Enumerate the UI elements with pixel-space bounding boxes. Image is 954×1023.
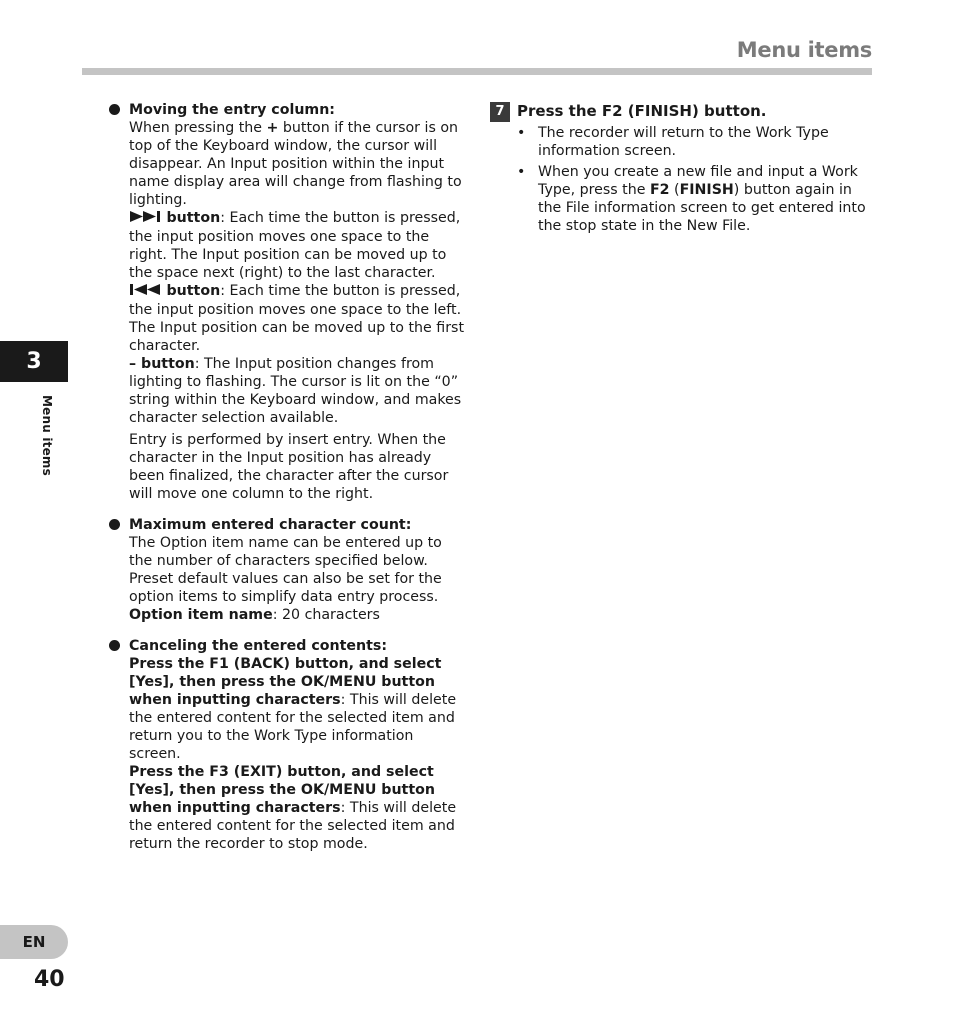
bullet-icon — [109, 519, 120, 530]
section-heading: Maximum entered character count: — [129, 517, 412, 533]
bullet-icon: • — [517, 164, 526, 180]
skip-forward-icon — [129, 210, 162, 228]
step-number-badge: 7 — [490, 102, 510, 122]
page-number: 40 — [34, 967, 65, 992]
left-column — [108, 101, 468, 853]
page-header-title: Menu items — [736, 38, 872, 62]
bullet-icon — [109, 640, 120, 651]
cancel-back-instruction: Press the F1 (BACK) button, and select [Yes], then press the OK/MENU button when inputting characters: This will delete the entered content for the selected item and return you to the Work Type information screen. — [129, 656, 457, 762]
right-column — [490, 101, 875, 235]
section-moving-entry-column — [108, 101, 468, 503]
list-item: • When you create a new file and input a Work Type, press the F2 (FINISH) button again in the File information screen to get entered into the stop state in the New File. — [517, 164, 866, 234]
header-rule — [82, 68, 872, 75]
bullet-icon — [109, 104, 120, 115]
step-7-heading: 7 Press the F2 (FINISH) button. — [490, 101, 875, 121]
minus-button-description: – button: The Input position changes from lighting to flashing. The cursor is lit on the “0” string within the Keyboard window, and makes character selection available. — [129, 356, 462, 426]
bullet-icon: • — [517, 125, 526, 141]
chapter-tab: 3 — [0, 341, 68, 382]
section-max-character-count — [108, 516, 468, 624]
section-heading: Canceling the entered contents: — [129, 638, 387, 654]
skip-forward-description: button: Each time the button is pressed, the input position moves one space to the right. The Input position can be moved up to the space next (right) to the last character. — [129, 210, 461, 281]
section-canceling-entry — [108, 637, 468, 853]
insert-entry-note: Entry is performed by insert entry. When the character in the Input position has already been finalized, the character after the cursor will move one column to the right. — [129, 432, 449, 502]
section-intro: When pressing the + button if the cursor is on top of the Keyboard window, the cursor will disappear. An Input position within the input name display area will change from flashing to lighting. — [129, 120, 462, 208]
list-item: • The recorder will return to the Work Type information screen. — [517, 125, 829, 159]
section-body: The Option item name can be entered up to the number of characters specified below. Preset default values can also be set for the option items to simplify data entry process. — [129, 535, 442, 605]
skip-back-icon — [129, 283, 162, 301]
skip-back-description: button: Each time the button is pressed, the input position moves one space to the left. The Input position can be moved up to the first character. — [129, 283, 465, 354]
section-heading: Moving the entry column: — [129, 102, 335, 118]
sidebar-section-label: Menu items — [40, 395, 54, 476]
option-item-limit: Option item name: 20 characters — [129, 607, 380, 623]
language-tab: EN — [0, 925, 68, 959]
cancel-exit-instruction: Press the F3 (EXIT) button, and select [Yes], then press the OK/MENU button when inputting characters: This will delete the entered content for the selected item and return the recorder to stop mode. — [129, 764, 457, 852]
